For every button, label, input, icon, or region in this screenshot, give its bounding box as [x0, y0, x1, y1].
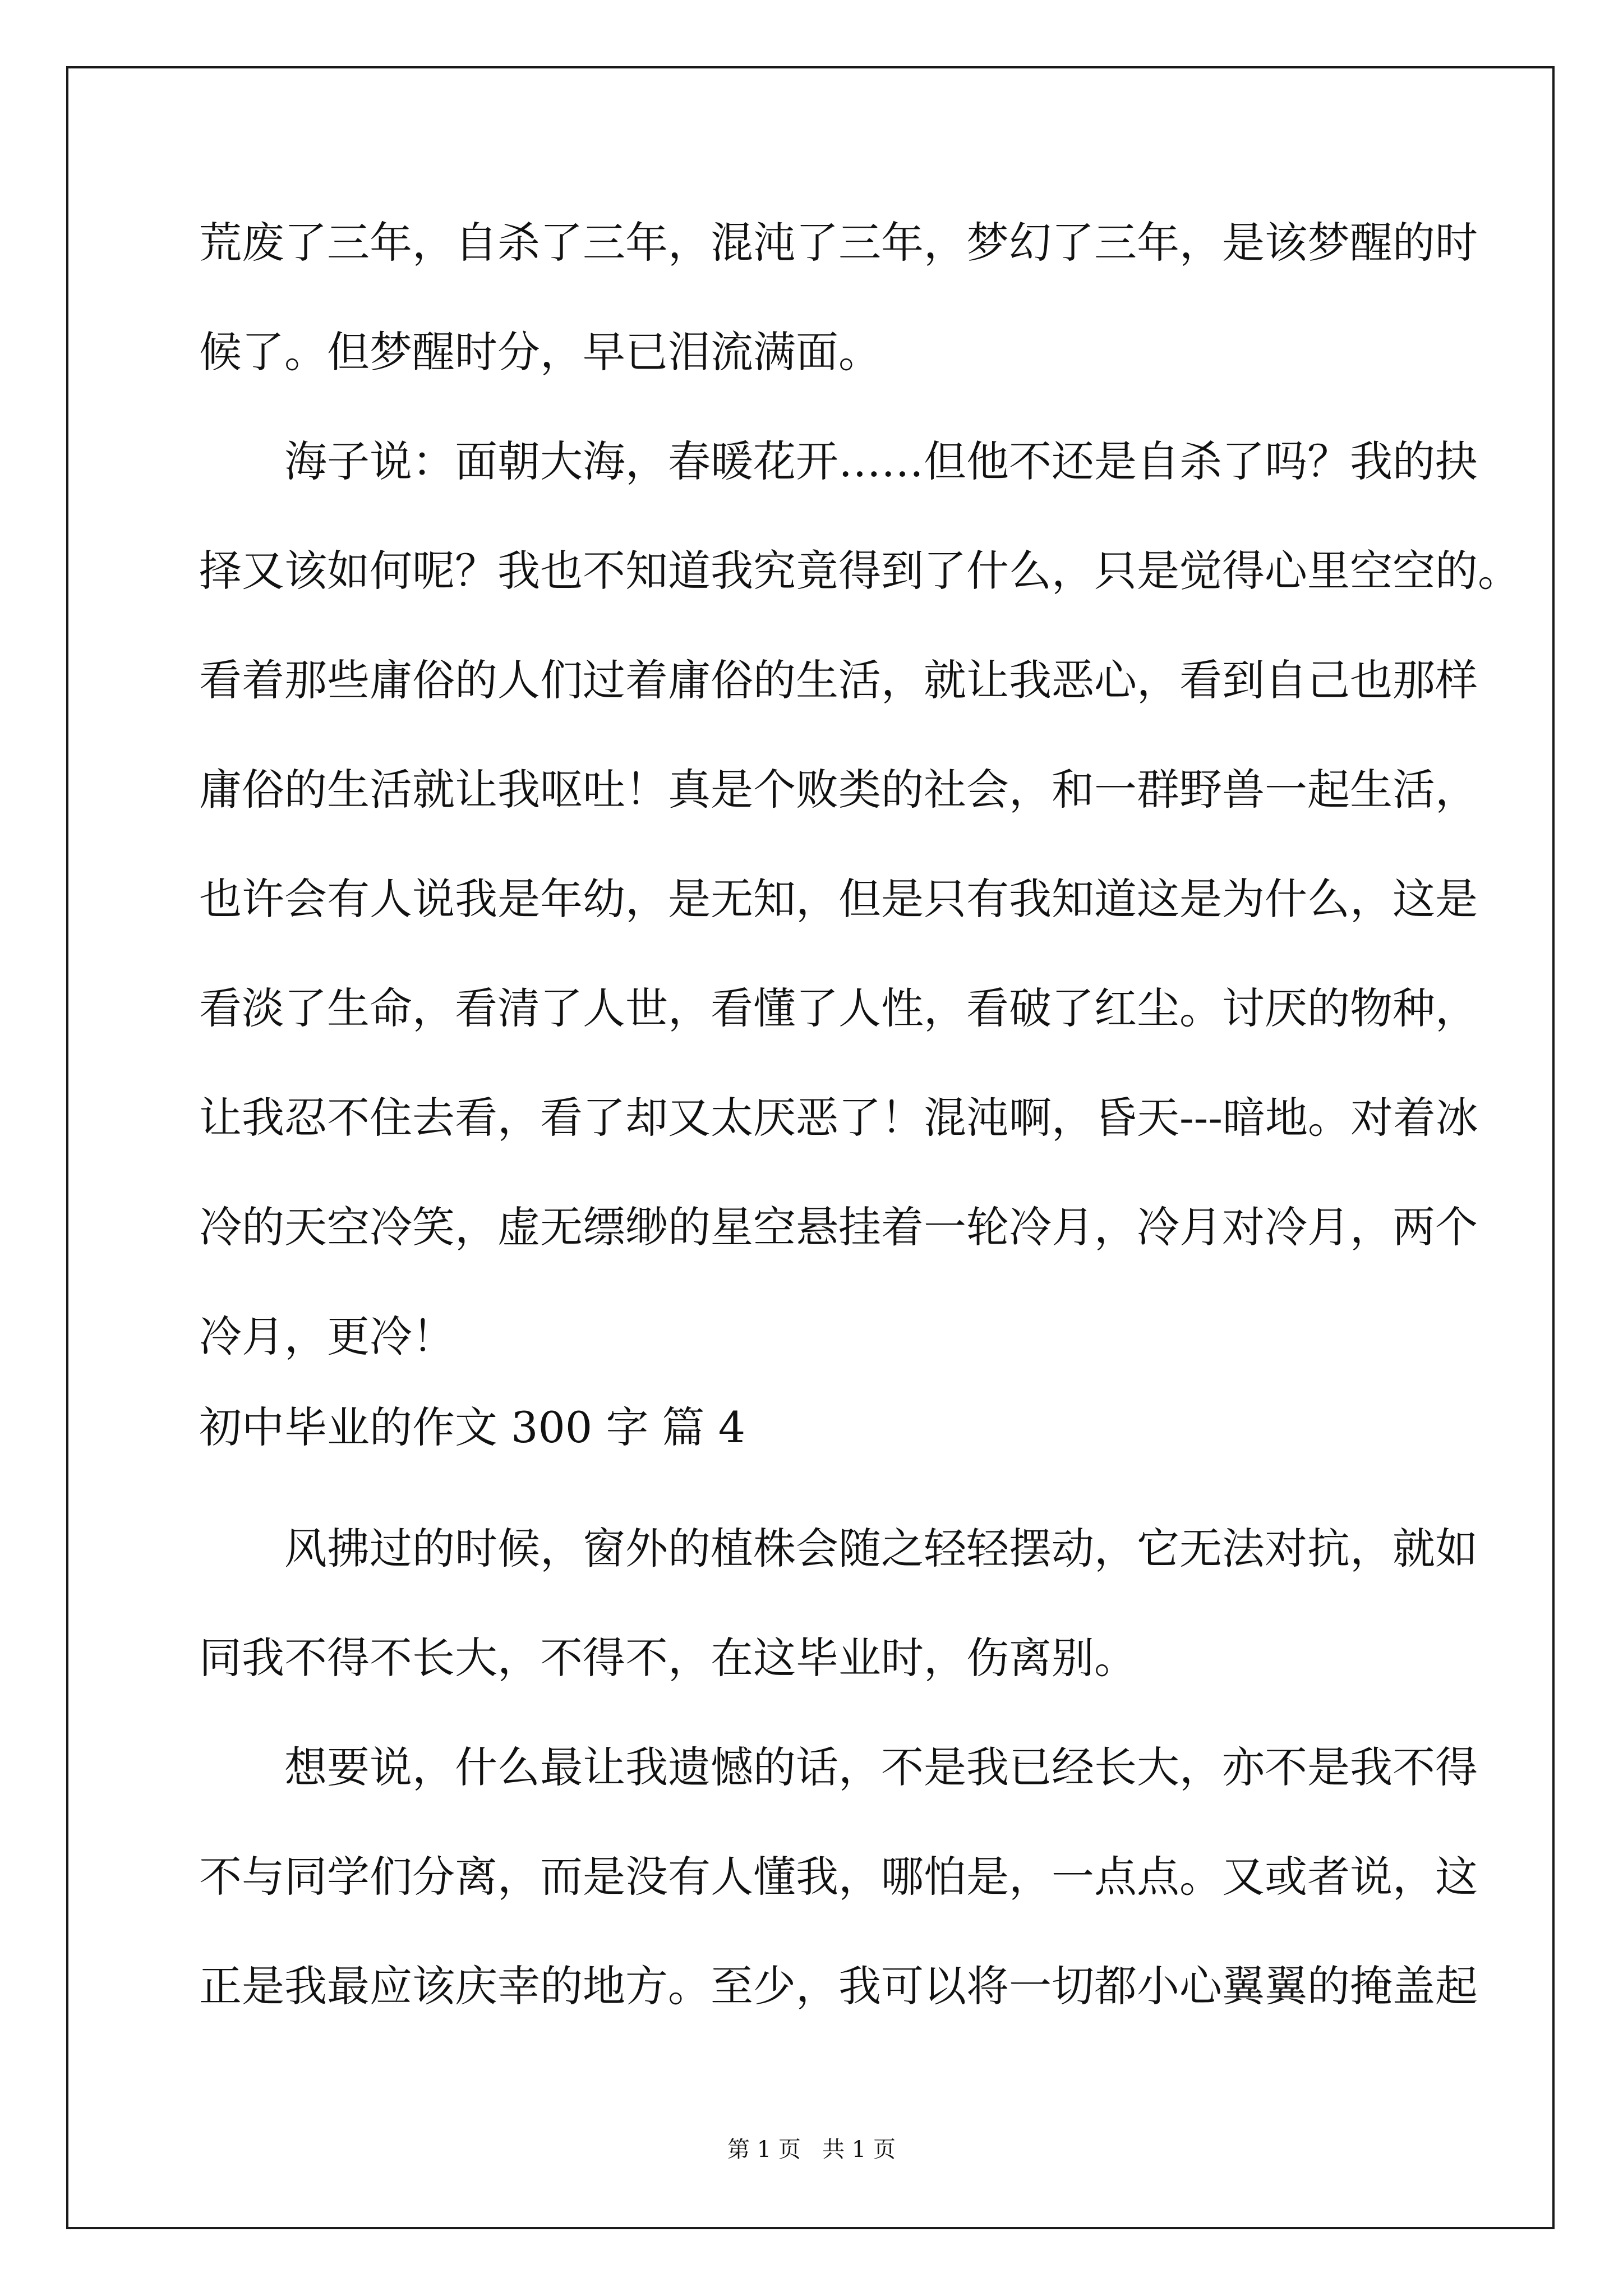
text-line: 荒废了三年，自杀了三年，混沌了三年，梦幻了三年，是该梦醒的时 — [199, 218, 1478, 268]
text-line: 想要说，什么最让我遗憾的话，不是我已经长大，亦不是我不得 — [199, 1742, 1478, 1792]
text-line: 看淡了生命，看清了人世，看懂了人性，看破了红尘。讨厌的物种， — [199, 983, 1478, 1033]
section-heading: 初中毕业的作文 300 字 篇 4 — [199, 1402, 746, 1452]
text-line: 庸俗的生活就让我呕吐！真是个败类的社会，和一群野兽一起生活， — [199, 765, 1478, 815]
text-line: 冷月，更冷！ — [199, 1312, 455, 1361]
text-line: 海子说：面朝大海，春暖花开……但他不还是自杀了吗？我的抉 — [199, 436, 1478, 486]
text-line: 冷的天空冷笑，虚无缥缈的星空悬挂着一轮冷月，冷月对冷月，两个 — [199, 1202, 1478, 1252]
document-body — [199, 218, 1520, 2011]
text-line: 正是我最应该庆幸的地方。至少，我可以将一切都小心翼翼的掩盖起 — [199, 1961, 1478, 2011]
text-line: 不与同学们分离，而是没有人懂我，哪怕是，一点点。又或者说，这 — [199, 1852, 1478, 1902]
page-footer: 第 1 页 共 1 页 — [727, 2137, 896, 2162]
text-line: 让我忍不住去看，看了却又太厌恶了！混沌啊，昏天---暗地。对着冰 — [199, 1093, 1479, 1143]
text-line: 看着那些庸俗的人们过着庸俗的生活，就让我恶心，看到自己也那样 — [199, 655, 1478, 705]
text-line: 风拂过的时候，窗外的植株会随之轻轻摆动，它无法对抗，就如 — [199, 1524, 1478, 1573]
text-line: 也许会有人说我是年幼，是无知，但是只有我知道这是为什么，这是 — [199, 874, 1478, 924]
text-line: 同我不得不长大，不得不，在这毕业时，伤离别。 — [199, 1633, 1137, 1683]
text-line: 候了。但梦醒时分，早已泪流满面。 — [199, 327, 881, 377]
text-line: 择又该如何呢？我也不知道我究竟得到了什么，只是觉得心里空空的。 — [199, 546, 1520, 596]
